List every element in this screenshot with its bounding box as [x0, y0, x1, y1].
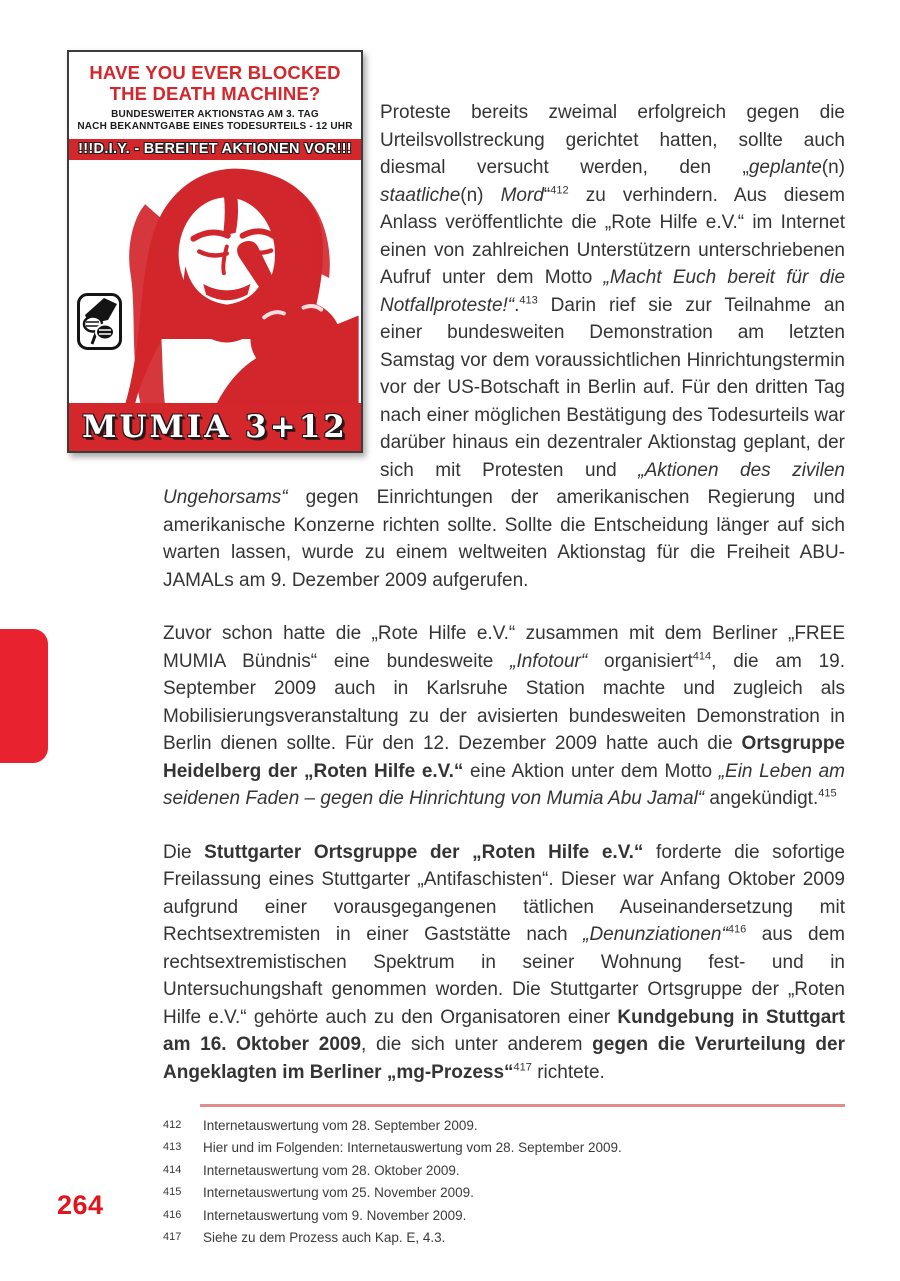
footnote-row [163, 1160, 845, 1182]
footnote-text: Internetauswertung vom 28. Oktober 2009. [203, 1162, 460, 1178]
text-run: eine Aktion unter dem Motto [463, 760, 719, 782]
text-run: 413 [519, 294, 538, 307]
poster-headline-line1: HAVE YOU EVER BLOCKED [89, 62, 341, 83]
text-run: zu verhindern. Aus diesem Anlass veröffentlichte die „Rote Hilfe e.V.“ im Internet einen von zahlreichen Unterstützern unterschriebenen Aufruf unter dem Motto [380, 184, 846, 288]
body-text [163, 45, 845, 1086]
footnote-number: 413 [163, 1141, 182, 1154]
text-run: 412 [550, 184, 569, 197]
text-run: , die am 19. September 2009 auch in Karlsruhe Station machte und zugleich als Mobilisierungsveranstaltung zu der avisierten bundesweiten Demonstration in Berlin dienen sollte. Für den 12. Dezember 2009 hatte auch die [163, 650, 846, 754]
footnote-row [163, 1227, 845, 1249]
text-run: „Denunziationen“ [583, 924, 728, 945]
text-run: Mord [500, 184, 544, 206]
footnote-row [163, 1205, 845, 1227]
poster-headline-line2: THE DEATH MACHINE? [109, 83, 321, 104]
paragraph-2 [163, 620, 845, 813]
text-run: 415 [818, 787, 837, 800]
footnote-text: Internetauswertung vom 9. November 2009. [203, 1207, 467, 1223]
footnote-number: 412 [163, 1119, 182, 1131]
text-run: gegen die Verurteilung der Angeklagten im Berliner „mg-Prozess“ [163, 1034, 845, 1083]
poster-subtitle-line1: BUNDESWEITER AKTIONSTAG AM 3. TAG [111, 109, 319, 120]
footnote-row [163, 1182, 845, 1204]
text-run: “ [543, 184, 551, 206]
text-run: Kundgebung in Stuttgart am 16. Oktober 2009 [163, 1006, 845, 1055]
footnote-text: Hier und im Folgenden: Internetauswertung vom 28. September 2009. [203, 1140, 622, 1156]
footnote-number: 416 [163, 1208, 182, 1221]
text-run: . [514, 294, 520, 316]
footnote-text: Internetauswertung vom 28. September 2009. [203, 1118, 478, 1133]
text-run: gegen Einrichtungen der amerikanischen Regierung und amerikanische Konzerne richten sollte. Sollte die Entscheidung länger auf sich warten lassen, wurde zu einem weltweiten Aktionstag für die Freiheit ABU-JAMALs am 9. Dezember 2009 aufgerufen. [163, 487, 845, 591]
text-run: „Infotour“ [510, 650, 588, 672]
chapter-tab [0, 629, 48, 763]
footnote-section [163, 1104, 845, 1249]
text-run: 414 [692, 650, 712, 663]
paragraph-3 [163, 839, 845, 1087]
footnote-number: 417 [163, 1231, 182, 1244]
text-run: Stuttgarter Ortsgruppe der „Roten Hilfe e.V.“ [204, 841, 644, 863]
text-run: „Macht Euch bereit für die Notfallproteste!“ [380, 267, 846, 316]
text-run: (n) [821, 157, 845, 178]
poster-subtitle-line2: NACH BEKANNTGABE EINES TODESURTEILS - 12 UHR [77, 121, 353, 132]
footnote-row [163, 1115, 845, 1137]
text-run: Zuvor schon hatte die „Rote Hilfe e.V.“ zusammen mit dem Berliner „FREE MUMIA Bündnis“ eine bundesweite [163, 623, 845, 672]
text-run: organisiert [587, 650, 693, 672]
text-run: forderte die sofortige Freilassung eines Stuttgarter „Antifaschisten“. Dieser war Anfang Oktober 2009 aufgrund einer vorausgegangenen tätlichen Auseinandersetzung mit Rechtsextremisten in einer Gaststätte nach [163, 841, 846, 945]
text-run: Die [163, 841, 205, 863]
poster-footer-band: MUMIA 3+12 [69, 403, 361, 451]
page-number: 264 [57, 1190, 104, 1220]
text-run: Darin rief sie zur Teilnahme an einer bundesweiten Demonstration am letzten Samstag vor dem voraussichtlichen Hinrichtungstermin vor der US-Botschaft in Berlin auf. Für den dritten Tag nach einer möglichen Bestätigung des Todesurteils war darüber hinaus ein dezentraler Aktionstag geplant, der sich mit Protesten und [380, 294, 845, 481]
text-run: richtete. [531, 1061, 605, 1083]
text-run: 417 [513, 1061, 532, 1074]
poster-text-wrap-spacer [163, 45, 380, 458]
text-run: , die sich unter anderem [361, 1034, 593, 1055]
footnote-number: 415 [163, 1186, 182, 1199]
text-run: staatliche [380, 184, 461, 206]
text-run: geplante [748, 157, 822, 178]
text-run: Proteste bereits zweimal erfolgreich gegen die Urteilsvollstreckung gerichtet hatten, sollte auch diesmal versucht werden, den „ [380, 102, 845, 178]
footnote-row [163, 1137, 845, 1159]
text-run: 416 [727, 923, 747, 936]
text-run: „Ein Leben am seidenen Faden – gegen die Hinrichtung von Mumia Abu Jamal“ [163, 760, 845, 809]
rote-hilfe-logo-icon [77, 293, 122, 350]
text-run: (n) [460, 184, 501, 206]
text-run: angekündigt. [704, 788, 819, 809]
text-run: Ortsgruppe Heidelberg der „Roten Hilfe e.V.“ [163, 733, 845, 782]
footnote-rule [200, 1104, 845, 1107]
footnote-text: Siehe zu dem Prozess auch Kap. E, 4.3. [203, 1230, 446, 1246]
footnote-number: 414 [163, 1163, 182, 1176]
text-run: „Aktionen des zivilen Ungehorsams“ [163, 459, 845, 508]
text-run: aus dem rechtsextremistischen Spektrum in seiner Wohnung fest- und in Untersuchungshaft genommen worden. Die Stuttgarter Ortsgruppe der „Roten Hilfe e.V.“ gehörte auch zu den Organisatoren einer [163, 924, 845, 1028]
poster-diy-banner: !!!D.I.Y. - BEREITET AKTIONEN VOR!!! [69, 139, 361, 160]
footnote-text: Internetauswertung vom 25. November 2009. [203, 1185, 474, 1201]
